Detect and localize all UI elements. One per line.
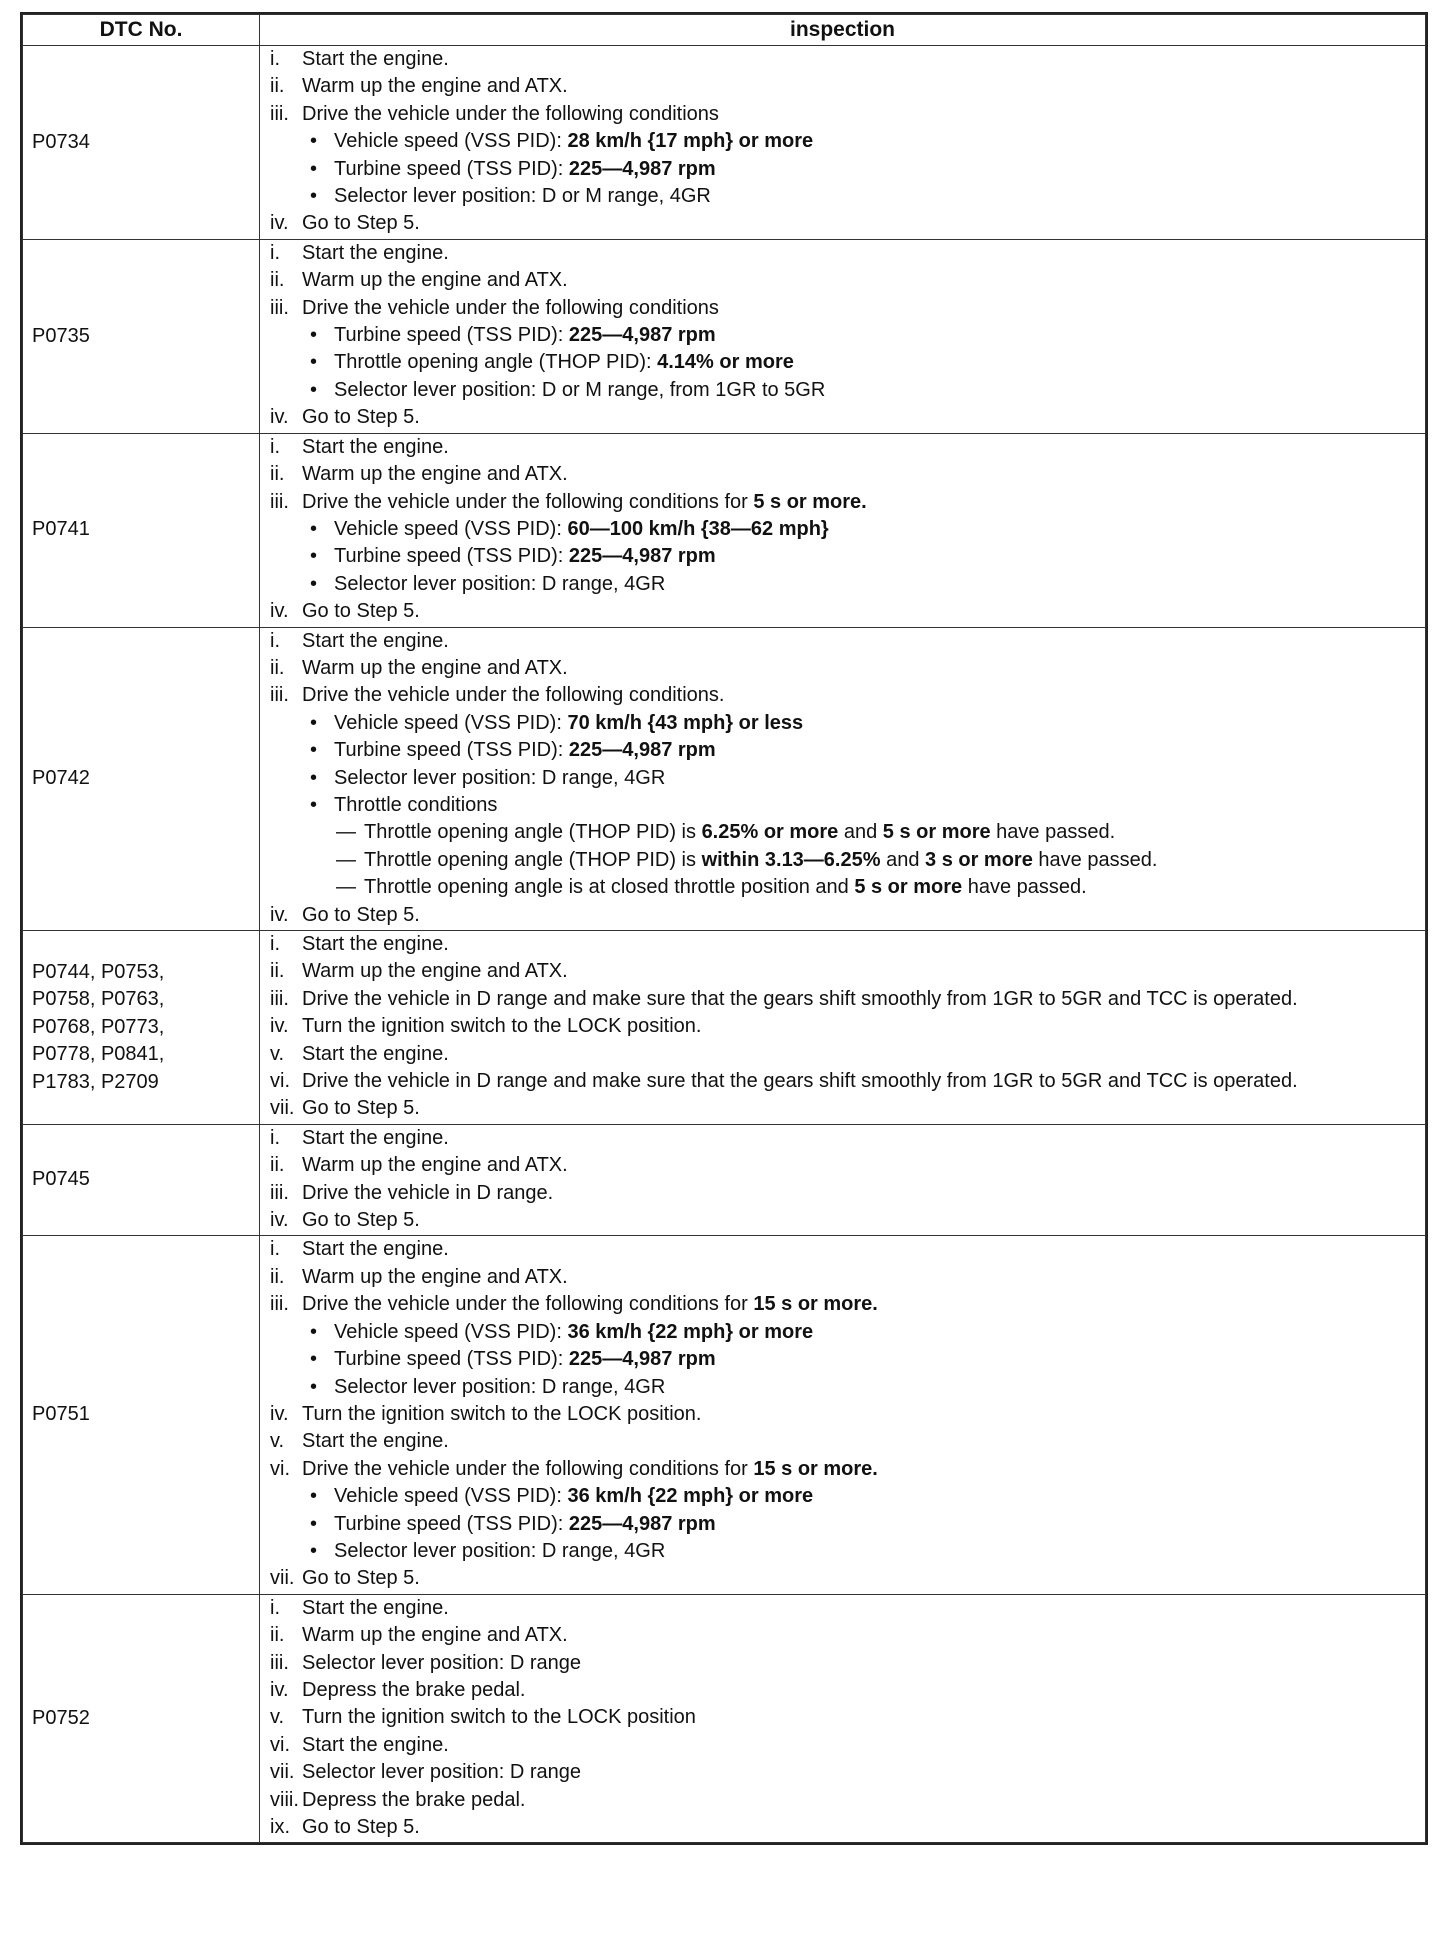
bold-value-text: 5 s or more. [753, 490, 867, 513]
step-text: Vehicle speed (VSS PID): [334, 711, 568, 734]
step-number: i. [270, 629, 280, 652]
header-inspection: inspection [260, 15, 1426, 46]
step-number: iv. [270, 406, 289, 429]
step-text: Start the engine. [302, 1596, 449, 1619]
step-number: iii. [270, 296, 289, 319]
step-number: i. [270, 435, 280, 458]
dtc-code-cell: P0752 [23, 1594, 260, 1843]
bold-value-text: 225—4,987 rpm [568, 157, 716, 180]
step-text: Selector lever position: D range, 4GR [334, 572, 666, 595]
step-text: Drive the vehicle under the following conditions. [302, 684, 725, 707]
inspection-step [270, 1180, 1425, 1207]
inspection-cell [260, 1236, 1426, 1594]
step-text: Warm up the engine and ATX. [302, 1154, 568, 1177]
em-dash-icon: — [336, 876, 356, 899]
bullet-icon: • [310, 545, 318, 568]
step-number: iv. [270, 1678, 289, 1701]
inspection-step [270, 655, 1425, 682]
bullet-icon: • [310, 793, 318, 816]
inspection-step [270, 404, 1425, 431]
condition-bullet-item [270, 349, 1425, 376]
condition-bullet-item [270, 792, 1425, 819]
bullet-icon: • [310, 1320, 318, 1343]
step-text: Selector lever position: D range [302, 1761, 582, 1784]
inspection-step [270, 1704, 1425, 1731]
step-number: vi. [270, 1070, 290, 1093]
table-row [23, 239, 1426, 433]
step-number: i. [270, 48, 280, 70]
step-text: Selector lever position: D range, 4GR [334, 1539, 666, 1562]
step-text: Turbine speed (TSS PID): [334, 324, 569, 347]
bold-value-text: within 3.13—6.25% [701, 848, 881, 871]
dtc-inspection-sheet [20, 12, 1428, 1845]
inspection-step [270, 1095, 1425, 1122]
step-text: Start the engine. [302, 629, 449, 652]
dtc-code-cell: P0745 [23, 1124, 260, 1236]
condition-bullet-item [270, 322, 1425, 349]
inspection-step [270, 1291, 1425, 1318]
bold-value-text: 3 s or more [925, 848, 1033, 871]
bullet-icon: • [310, 378, 318, 401]
step-text: Start the engine. [302, 48, 449, 70]
inspection-step [270, 986, 1425, 1013]
condition-bullet-item [270, 1346, 1425, 1373]
inspection-step [270, 240, 1425, 267]
bold-value-text: 28 km/h {17 mph} or more [567, 130, 814, 153]
bullet-icon: • [310, 711, 318, 734]
step-number: i. [270, 933, 280, 955]
step-number: ii. [270, 656, 285, 679]
inspection-step [270, 682, 1425, 709]
bold-value-text: 225—4,987 rpm [568, 739, 716, 762]
inspection-step [270, 267, 1425, 294]
inspection-cell [260, 627, 1426, 930]
step-text: Vehicle speed (VSS PID): [334, 1485, 568, 1508]
step-text: Drive the vehicle under the following conditions for [302, 490, 754, 513]
em-dash-icon: — [336, 821, 356, 844]
step-text: have passed. [990, 821, 1116, 844]
table-row [23, 627, 1426, 930]
step-text: Depress the brake pedal. [302, 1788, 526, 1811]
step-text: Turbine speed (TSS PID): [334, 545, 569, 568]
bold-value-text: 225—4,987 rpm [568, 1348, 716, 1371]
step-text: Warm up the engine and ATX. [302, 656, 568, 679]
step-text: have passed. [962, 876, 1087, 899]
step-text: Start the engine. [302, 933, 449, 955]
header-row [23, 15, 1426, 46]
step-text: Selector lever position: D range, 4GR [334, 766, 666, 789]
step-text: Drive the vehicle in D range. [302, 1181, 554, 1204]
step-number: iv. [270, 600, 289, 623]
step-text: Depress the brake pedal. [302, 1678, 526, 1701]
step-number: ii. [270, 1265, 285, 1288]
step-text: Drive the vehicle in D range and make sure that the gears shift smoothly from 1GR to 5GR and TCC is operated. [302, 987, 1298, 1010]
step-number: ii. [270, 269, 285, 292]
inspection-step [270, 1787, 1425, 1814]
step-number: ii. [270, 960, 285, 983]
step-text: Start the engine. [302, 1238, 449, 1261]
step-number: iv. [270, 212, 289, 235]
condition-bullet-item [270, 1511, 1425, 1538]
bold-value-text: 15 s or more. [753, 1457, 878, 1480]
inspection-step [270, 1207, 1425, 1234]
step-number: iii. [270, 490, 289, 513]
bold-value-text: 15 s or more. [753, 1293, 878, 1316]
condition-bullet-item [270, 765, 1425, 792]
bold-value-text: 5 s or more [882, 821, 991, 844]
step-text: Selector lever position: D or M range, from 1GR to 5GR [334, 378, 826, 401]
step-number: vi. [270, 1733, 290, 1756]
bold-value-text: 5 s or more [854, 876, 963, 899]
step-text: Warm up the engine and ATX. [302, 269, 568, 292]
step-text: and [838, 821, 883, 844]
condition-bullet-item [270, 1538, 1425, 1565]
step-number: ii. [270, 463, 285, 486]
bullet-icon: • [310, 739, 318, 762]
step-text: have passed. [1032, 848, 1158, 871]
step-text: Selector lever position: D range, 4GR [334, 1375, 666, 1398]
step-number: vi. [270, 1457, 290, 1480]
condition-bullet-item [270, 516, 1425, 543]
step-text: and [880, 848, 926, 871]
step-text: Vehicle speed (VSS PID): [334, 1320, 568, 1343]
step-number: i. [270, 1596, 280, 1619]
inspection-step [270, 1677, 1425, 1704]
inspection-cell [260, 46, 1426, 240]
step-text: Throttle opening angle is at closed throttle position and [364, 876, 855, 899]
inspection-step [270, 1456, 1425, 1483]
bullet-icon: • [310, 1485, 318, 1508]
bullet-icon: • [310, 1348, 318, 1371]
inspection-step [270, 295, 1425, 322]
inspection-step [270, 958, 1425, 985]
condition-bullet-item [270, 1319, 1425, 1346]
step-text: Turn the ignition switch to the LOCK position. [302, 1402, 702, 1425]
inspection-step [270, 1068, 1425, 1095]
condition-bullet-item [270, 156, 1425, 183]
step-text: Drive the vehicle under the following conditions [302, 102, 719, 125]
step-text: Drive the vehicle in D range and make sure that the gears shift smoothly from 1GR to 5GR and TCC is operated. [302, 1070, 1298, 1093]
inspection-step [270, 1814, 1425, 1841]
bold-value-text: 36 km/h {22 mph} or more [567, 1320, 814, 1343]
step-number: ii. [270, 75, 285, 98]
step-text: Throttle opening angle (THOP PID) is [364, 848, 702, 871]
step-text: Start the engine. [302, 241, 449, 264]
step-number: iv. [270, 1209, 289, 1232]
step-text: Go to Step 5. [302, 600, 420, 623]
bold-value-text: 6.25% or more [701, 821, 839, 844]
table-row [23, 1594, 1426, 1843]
bullet-icon: • [310, 185, 318, 208]
dtc-code-cell: P0744, P0753, P0758, P0763, P0768, P0773, P0778, P0841, P1783, P2709 [23, 931, 260, 1125]
inspection-step [270, 1622, 1425, 1649]
inspection-step [270, 1650, 1425, 1677]
step-number: iii. [270, 684, 289, 707]
table-body [23, 46, 1426, 1843]
bullet-icon: • [310, 324, 318, 347]
inspection-step [270, 461, 1425, 488]
step-number: ii. [270, 1154, 285, 1177]
inspection-cell [260, 1594, 1426, 1843]
step-text: Go to Step 5. [302, 1816, 420, 1838]
table-row [23, 46, 1426, 240]
step-text: Start the engine. [302, 1430, 449, 1453]
step-text: Warm up the engine and ATX. [302, 75, 568, 98]
em-dash-icon: — [336, 848, 356, 871]
bullet-icon: • [310, 766, 318, 789]
step-number: iv. [270, 903, 289, 926]
step-number: v. [270, 1706, 285, 1729]
bullet-icon: • [310, 130, 318, 153]
step-number: iv. [270, 1015, 289, 1038]
step-text: Start the engine. [302, 1733, 449, 1756]
table-row [23, 433, 1426, 627]
throttle-sub-condition [270, 847, 1425, 874]
inspection-step [270, 46, 1425, 73]
bullet-icon: • [310, 517, 318, 540]
step-number: i. [270, 1238, 280, 1261]
inspection-step [270, 902, 1425, 929]
bold-value-text: 60—100 km/h {38—62 mph} [567, 517, 829, 540]
condition-bullet-item [270, 1374, 1425, 1401]
step-text: Start the engine. [302, 1042, 449, 1065]
inspection-step [270, 1428, 1425, 1455]
throttle-sub-condition [270, 874, 1425, 901]
step-text: Warm up the engine and ATX. [302, 1265, 568, 1288]
inspection-step [270, 1595, 1425, 1622]
inspection-step [270, 931, 1425, 958]
dtc-code-cell: P0741 [23, 433, 260, 627]
bullet-icon: • [310, 572, 318, 595]
step-text: Warm up the engine and ATX. [302, 463, 568, 486]
bullet-icon: • [310, 351, 318, 374]
step-number: ix. [270, 1816, 290, 1838]
step-text: Turbine speed (TSS PID): [334, 157, 569, 180]
step-number: viii. [270, 1788, 299, 1811]
step-text: Drive the vehicle under the following conditions for [302, 1457, 754, 1480]
inspection-cell [260, 931, 1426, 1125]
bullet-icon: • [310, 1375, 318, 1398]
step-text: Drive the vehicle under the following conditions for [302, 1293, 754, 1316]
inspection-step [270, 434, 1425, 461]
step-text: Go to Step 5. [302, 903, 420, 926]
step-text: Throttle opening angle (THOP PID): [334, 351, 658, 374]
step-text: Start the engine. [302, 1126, 449, 1149]
step-text: Turn the ignition switch to the LOCK position. [302, 1015, 702, 1038]
bullet-icon: • [310, 1512, 318, 1535]
step-text: Throttle conditions [334, 793, 498, 816]
step-text: Selector lever position: D range [302, 1651, 582, 1674]
bold-value-text: 36 km/h {22 mph} or more [567, 1485, 814, 1508]
condition-bullet-item [270, 543, 1425, 570]
inspection-step [270, 210, 1425, 237]
condition-bullet-item [270, 183, 1425, 210]
step-text: Go to Step 5. [302, 406, 420, 429]
step-number: i. [270, 1126, 280, 1149]
header-dtc-no: DTC No. [23, 15, 260, 46]
step-text: Go to Step 5. [302, 212, 420, 235]
dtc-code-cell: P0742 [23, 627, 260, 930]
step-text: Drive the vehicle under the following conditions [302, 296, 719, 319]
bold-value-text: 225—4,987 rpm [568, 545, 716, 568]
inspection-step [270, 1152, 1425, 1179]
step-text: Warm up the engine and ATX. [302, 960, 568, 983]
step-text: Throttle opening angle (THOP PID) is [364, 821, 702, 844]
bullet-icon: • [310, 1539, 318, 1562]
step-number: i. [270, 241, 280, 264]
inspection-cell [260, 1124, 1426, 1236]
step-number: iii. [270, 1651, 289, 1674]
step-text: Turbine speed (TSS PID): [334, 739, 569, 762]
step-number: vii. [270, 1761, 295, 1784]
bullet-icon: • [310, 157, 318, 180]
step-number: vii. [270, 1097, 295, 1120]
step-text: Go to Step 5. [302, 1567, 420, 1590]
inspection-step [270, 73, 1425, 100]
inspection-step [270, 1565, 1425, 1592]
inspection-step [270, 598, 1425, 625]
inspection-step [270, 1125, 1425, 1152]
step-text: Turbine speed (TSS PID): [334, 1512, 569, 1535]
bold-value-text: 70 km/h {43 mph} or less [567, 711, 804, 734]
step-number: v. [270, 1042, 285, 1065]
step-number: ii. [270, 1624, 285, 1647]
condition-bullet-item [270, 377, 1425, 404]
dtc-code-cell: P0751 [23, 1236, 260, 1594]
inspection-step [270, 1264, 1425, 1291]
step-number: iv. [270, 1402, 289, 1425]
step-text: Vehicle speed (VSS PID): [334, 130, 568, 153]
step-text: Go to Step 5. [302, 1097, 420, 1120]
step-number: iii. [270, 102, 289, 125]
condition-bullet-item [270, 710, 1425, 737]
inspection-step [270, 1236, 1425, 1263]
step-text: Go to Step 5. [302, 1209, 420, 1232]
table-row [23, 931, 1426, 1125]
condition-bullet-item [270, 1483, 1425, 1510]
inspection-step [270, 628, 1425, 655]
bold-value-text: 4.14% or more [657, 351, 794, 374]
step-number: iii. [270, 1293, 289, 1316]
condition-bullet-item [270, 737, 1425, 764]
inspection-cell [260, 239, 1426, 433]
step-number: iii. [270, 987, 289, 1010]
inspection-step [270, 1041, 1425, 1068]
table-row [23, 1236, 1426, 1594]
condition-bullet-item [270, 128, 1425, 155]
inspection-step [270, 1732, 1425, 1759]
dtc-inspection-table [22, 14, 1426, 1843]
throttle-sub-condition [270, 819, 1425, 846]
step-text: Vehicle speed (VSS PID): [334, 517, 568, 540]
inspection-step [270, 1013, 1425, 1040]
dtc-code-cell: P0735 [23, 239, 260, 433]
bold-value-text: 225—4,987 rpm [568, 1512, 716, 1535]
step-number: v. [270, 1430, 285, 1453]
inspection-cell [260, 433, 1426, 627]
inspection-step [270, 1401, 1425, 1428]
step-text: Selector lever position: D or M range, 4GR [334, 185, 711, 208]
step-number: iii. [270, 1181, 289, 1204]
step-text: Turbine speed (TSS PID): [334, 1348, 569, 1371]
step-text: Warm up the engine and ATX. [302, 1624, 568, 1647]
dtc-code-cell: P0734 [23, 46, 260, 240]
inspection-step [270, 1759, 1425, 1786]
inspection-step [270, 101, 1425, 128]
step-number: vii. [270, 1567, 295, 1590]
bold-value-text: 225—4,987 rpm [568, 324, 716, 347]
step-text: Start the engine. [302, 435, 449, 458]
inspection-step [270, 489, 1425, 516]
condition-bullet-item [270, 571, 1425, 598]
table-row [23, 1124, 1426, 1236]
step-text: Turn the ignition switch to the LOCK position [302, 1706, 696, 1729]
